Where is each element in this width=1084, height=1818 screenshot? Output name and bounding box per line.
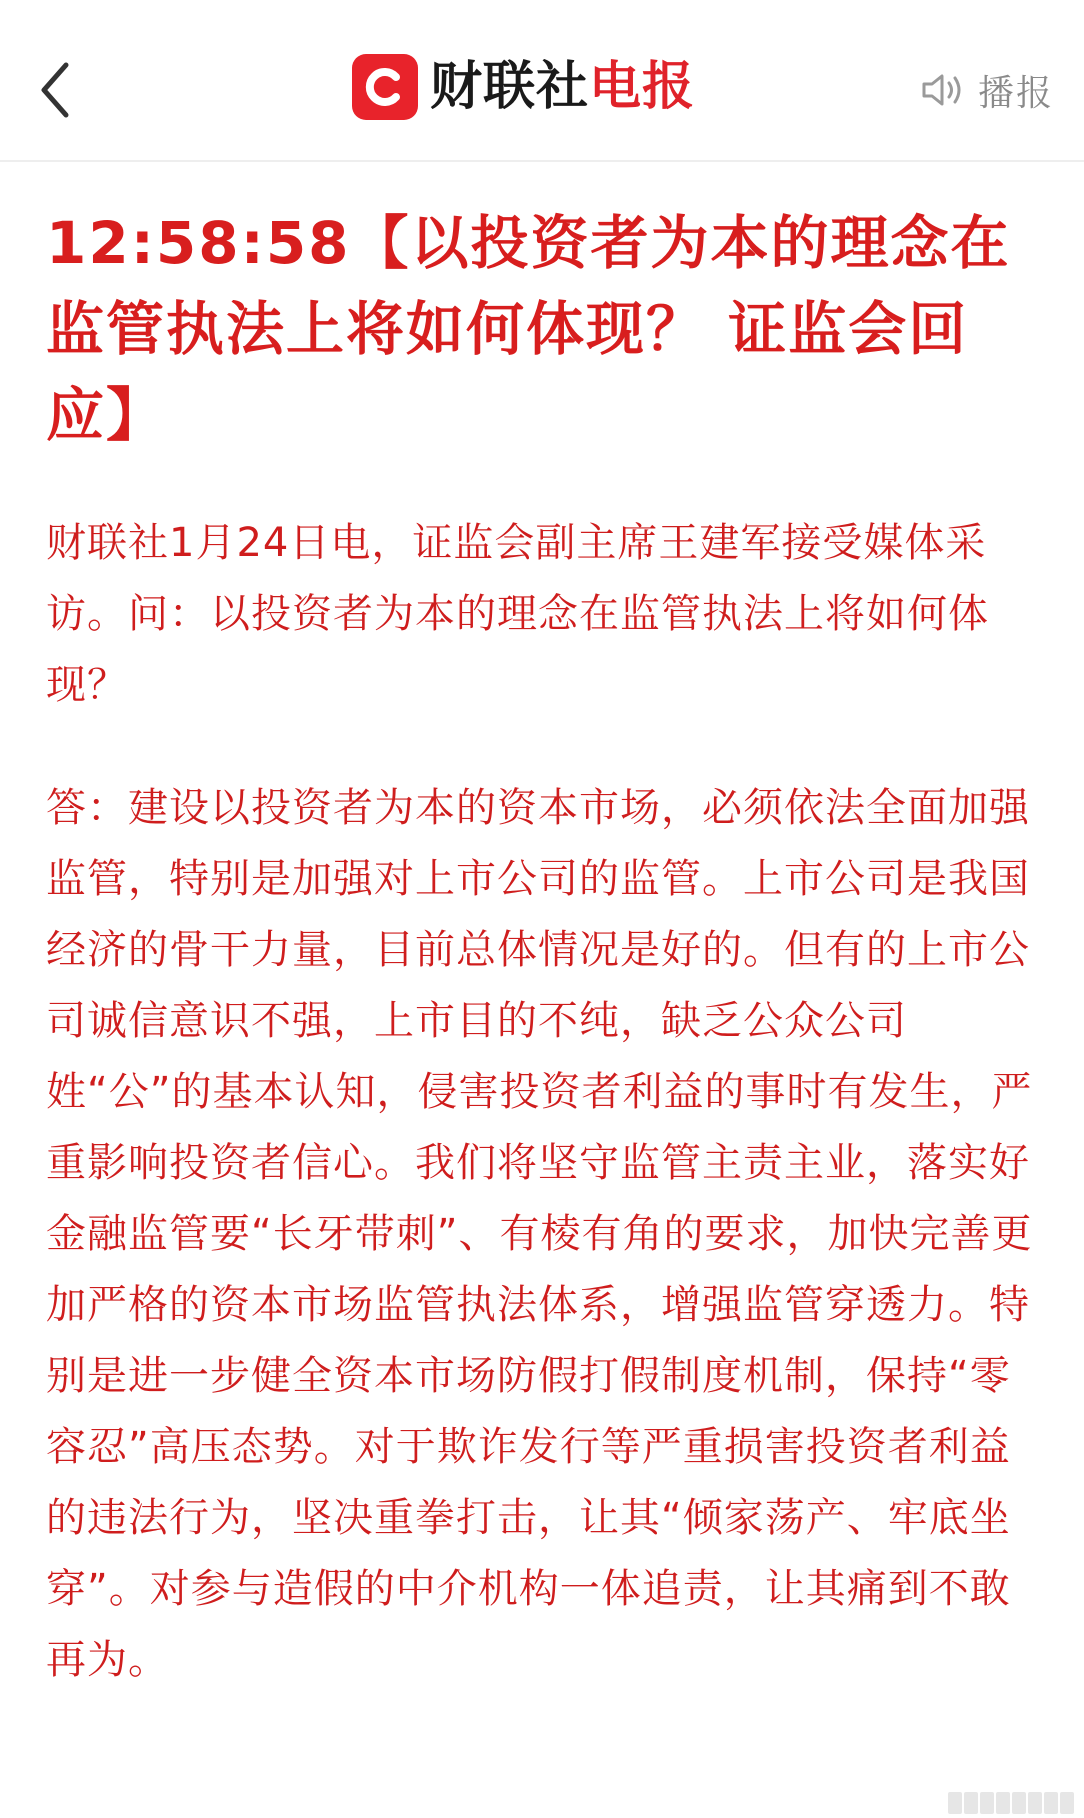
article-body (46, 200, 1046, 1696)
top-bar (0, 0, 1084, 162)
brand-name: 财联社 (430, 57, 590, 117)
broadcast-button[interactable] (920, 60, 1054, 120)
cls-logo-icon (352, 54, 418, 120)
brand-logo-group (352, 50, 695, 124)
back-button[interactable] (30, 45, 90, 135)
corner-watermark (948, 1792, 1074, 1814)
broadcast-label: 播报 (977, 72, 1054, 114)
article-answer-paragraph: 答：建设以投资者为本的资本市场，必须依法全面加强监管，特别是加强对上市公司的监管。上市公司是我国经济的骨干力量，目前总体情况是好的。但有的上市公司诚信意识不强，上市目的不纯，缺乏公众公司姓“公”的基本认知，侵害投资者利益的事时有发生，严重影响投资者信心。我们将坚守监管主责主业，落实好金融监管要“长牙带刺”、有棱有角的要求，加快完善更加严格的资本市场监管执法体系，增强监管穿透力。特别是进一步健全资本市场防假打假制度机制，保持“零容忍”高压态势。对于欺诈发行等严重损害投资者利益的违法行为，坚决重拳打击，让其“倾家荡产、牢底坐穿”。对参与造假的中介机构一体追责，让其痛到不敢再为。 (46, 785, 1033, 1683)
article-intro-paragraph: 财联社1月24日电，证监会副主席王建军接受媒体采访。问：以投资者为本的理念在监管执法上将如何体现？ (46, 520, 989, 708)
article-headline: 12:58:58【以投资者为本的理念在监管执法上将如何体现？ 证监会回应】 (46, 209, 1011, 449)
brand-sub: 电报 (589, 57, 696, 117)
chevron-left-icon (30, 45, 90, 135)
speaker-icon (920, 70, 966, 110)
